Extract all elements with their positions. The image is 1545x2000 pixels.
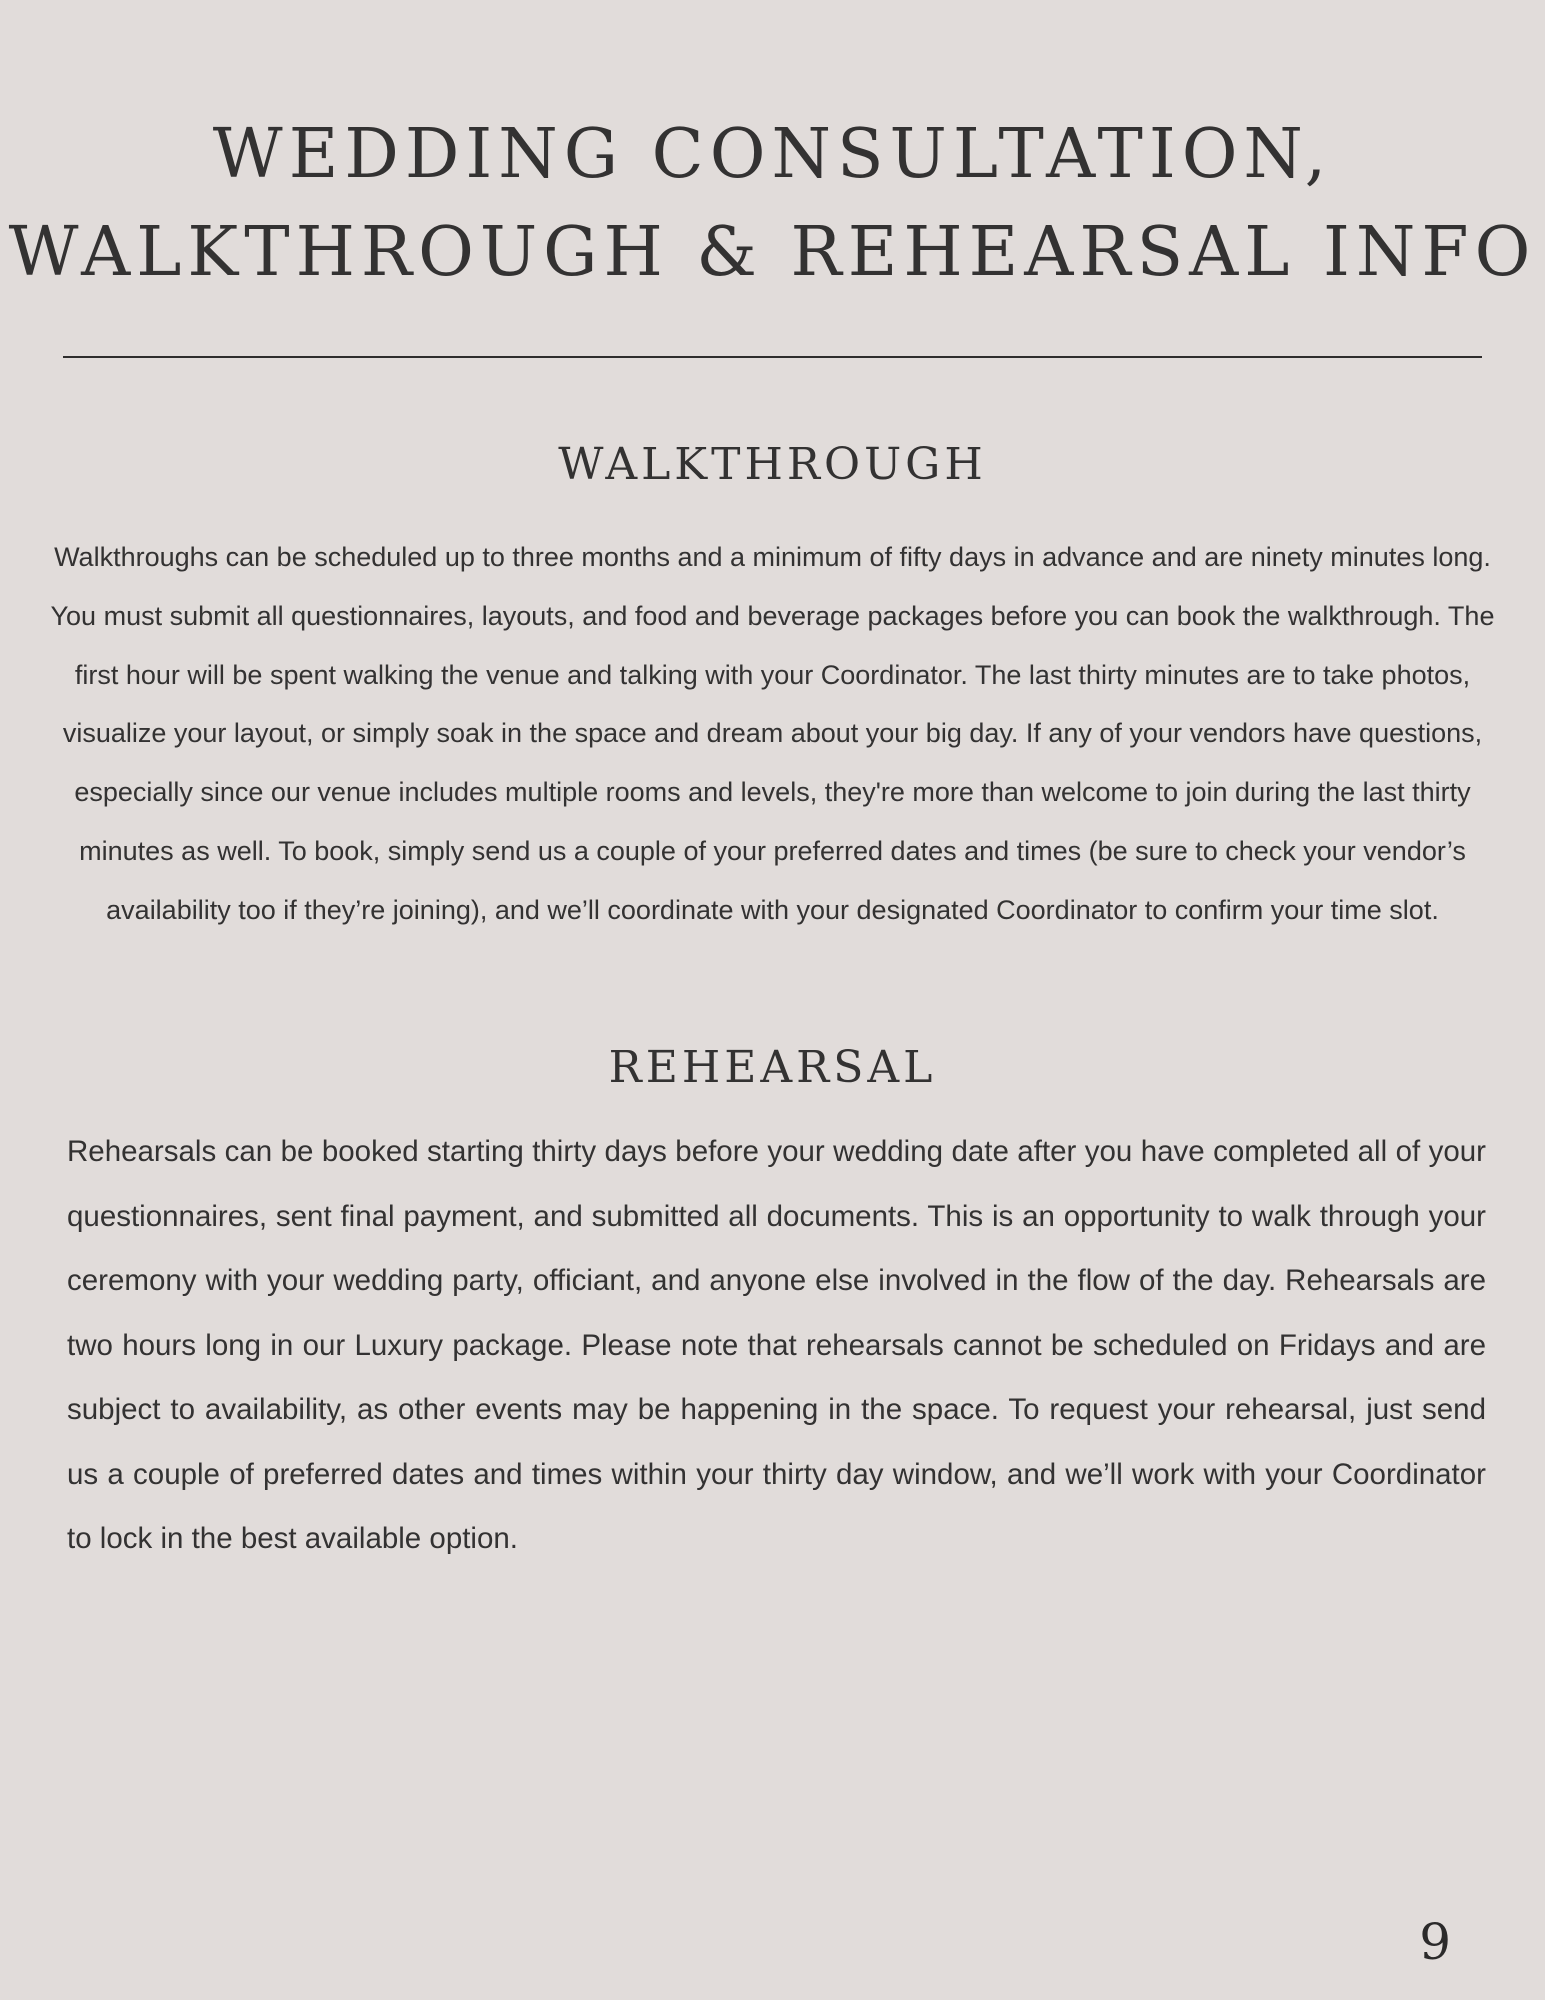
page-number: 9 bbox=[1419, 1913, 1451, 1971]
rehearsal-body: Rehearsals can be booked starting thirty days before your wedding date after you have completed all of your questionnaires, sent final payment, and submitted all documents. This is an opportunity to walk through your ceremony with your wedding party, officiant, and anyone else involved in the flow of the day. Rehearsals are two hours long in our Luxury package. Please note that rehearsals cannot be scheduled on Fridays and are subject to availability, as other events may be happening in the space. To request your rehearsal, just send us a couple of preferred dates and times within your thirty day window, and we’ll work with your Coordinator to lock in the best available option. bbox=[67, 1135, 1486, 1555]
page-title-line-1: WEDDING CONSULTATION, bbox=[212, 115, 1333, 194]
page-title bbox=[0, 106, 1545, 302]
title-divider bbox=[63, 356, 1482, 358]
rehearsal-heading: REHEARSAL bbox=[608, 1042, 937, 1093]
page-title-line-2: WALKTHROUGH & REHEARSAL INFO bbox=[8, 213, 1537, 292]
walkthrough-body: Walkthroughs can be scheduled up to three months and a minimum of fifty days in advance and are ninety minutes long. You must submit all questionnaires, layouts, and food and beverage packages before you can book the walkthrough. The first hour will be spent walking the venue and talking with your Coordinator. The last thirty minutes are to take photos, visualize your layout, or simply soak in the space and dream about your big day. If any of your vendors have questions, especially since our venue includes multiple rooms and levels, they're more than welcome to join during the last thirty minutes as well. To book, simply send us a couple of your preferred dates and times (be sure to check your vendor’s availability too if they’re joining), and we’ll coordinate with your designated Coordinator to confirm your time slot. bbox=[50, 542, 1495, 925]
walkthrough-heading: WALKTHROUGH bbox=[558, 439, 987, 490]
